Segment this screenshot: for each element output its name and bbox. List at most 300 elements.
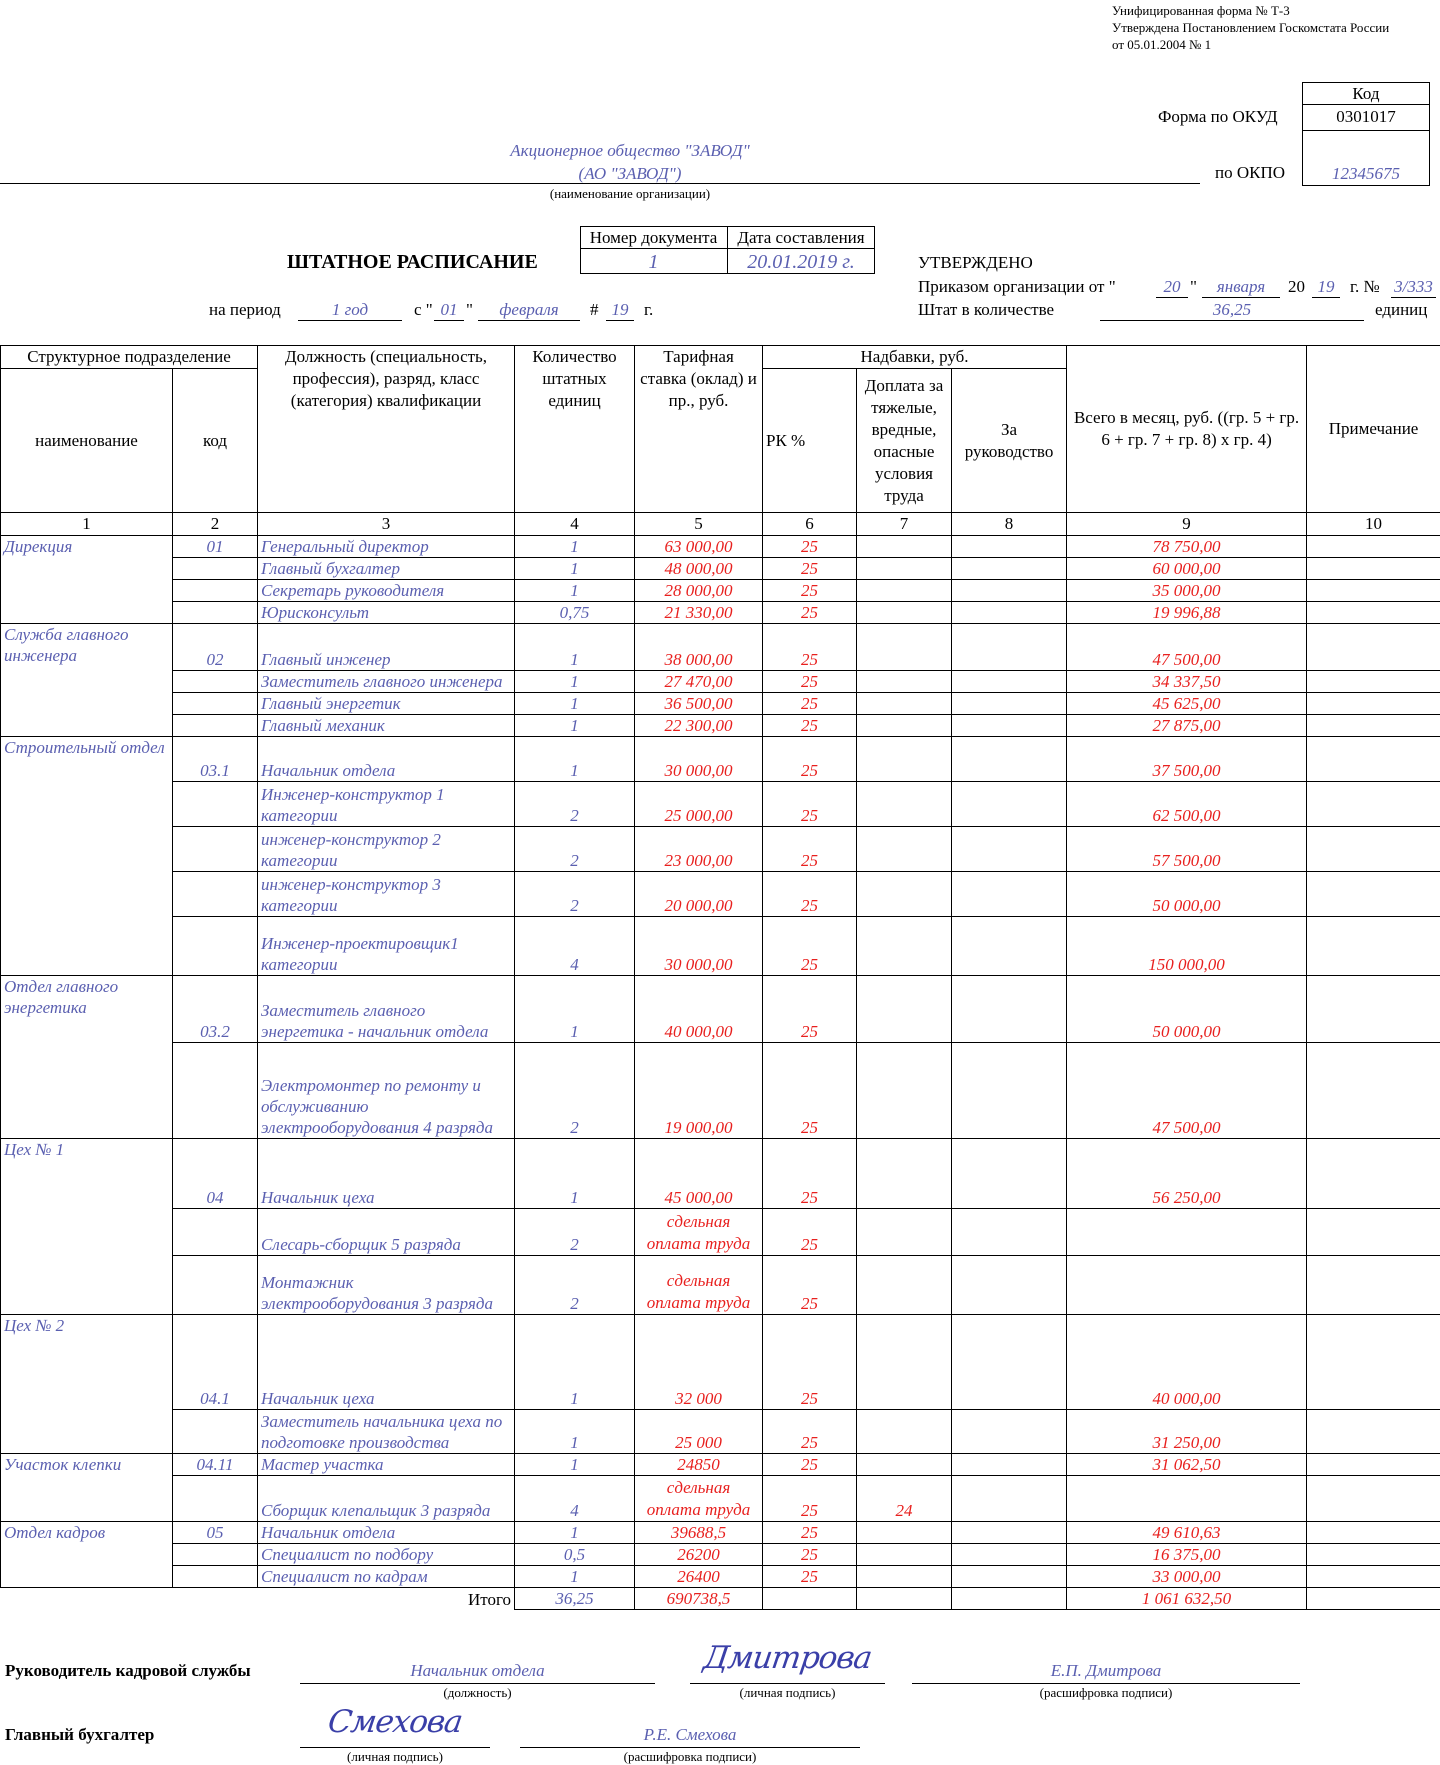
monthly-total: 27 875,00: [1067, 715, 1307, 737]
harmful-allowance: [857, 1566, 952, 1588]
department-name: Участок клепки: [1, 1454, 173, 1522]
table-row: [1, 715, 1440, 737]
rk-percent: 25: [763, 1566, 857, 1588]
tariff-rate: 24850: [635, 1454, 763, 1476]
approved-order-day: 20: [1156, 277, 1188, 297]
monthly-total: 47 500,00: [1067, 624, 1307, 671]
management-allowance: [952, 1209, 1067, 1256]
staff-count: 1: [515, 693, 635, 715]
header-total-month: Всего в месяц, руб. ((гр. 5 + гр. 6 + гр. 7 + гр. 8) х гр. 4): [1067, 346, 1307, 513]
table-row: [1, 693, 1440, 715]
department-code: [173, 827, 258, 872]
harmful-allowance: [857, 558, 952, 580]
management-allowance: [952, 976, 1067, 1043]
okud-value: 0301017: [1302, 107, 1430, 127]
harmful-allowance: [857, 624, 952, 671]
period-label: на период: [209, 300, 281, 320]
monthly-total: 150 000,00: [1067, 917, 1307, 976]
monthly-total: 78 750,00: [1067, 536, 1307, 558]
monthly-total: 50 000,00: [1067, 872, 1307, 917]
staff-count: 1: [515, 580, 635, 602]
rk-percent: 25: [763, 1315, 857, 1410]
department-code: [173, 558, 258, 580]
position-name: Сборщик клепальщик 3 разряда: [258, 1476, 515, 1522]
table-row: [1, 1544, 1440, 1566]
monthly-total: 19 996,88: [1067, 602, 1307, 624]
approved-quote: ": [1190, 277, 1197, 297]
note-cell: [1307, 737, 1440, 782]
harmful-allowance: [857, 1315, 952, 1410]
monthly-total: 33 000,00: [1067, 1566, 1307, 1588]
table-row: [1, 1139, 1440, 1209]
form-header-line1: Унифицированная форма № Т-3: [1112, 2, 1389, 19]
period-year: 19: [606, 300, 634, 320]
staff-count: 4: [515, 1476, 635, 1522]
tariff-rate: сдельная оплата труда: [635, 1476, 763, 1522]
management-allowance: [952, 602, 1067, 624]
department-name: Строительный отдел: [1, 737, 173, 976]
staff-count: 2: [515, 782, 635, 827]
hr-position: Начальник отдела: [300, 1661, 655, 1681]
staff-count: 2: [515, 1209, 635, 1256]
department-code: [173, 1544, 258, 1566]
note-cell: [1307, 1566, 1440, 1588]
tariff-rate: 30 000,00: [635, 917, 763, 976]
approved-number-prefix: г. №: [1350, 277, 1380, 297]
note-cell: [1307, 872, 1440, 917]
rk-percent: 25: [763, 1476, 857, 1522]
tariff-rate: 45 000,00: [635, 1139, 763, 1209]
header-struct-unit: Структурное подразделение: [1, 346, 258, 369]
tariff-rate: 20 000,00: [635, 872, 763, 917]
rk-percent: 25: [763, 558, 857, 580]
department-code: [173, 1043, 258, 1139]
rk-percent: 25: [763, 782, 857, 827]
monthly-total: 57 500,00: [1067, 827, 1307, 872]
header-management: За руководство: [952, 369, 1067, 513]
department-code: 01: [173, 536, 258, 558]
note-cell: [1307, 671, 1440, 693]
management-allowance: [952, 715, 1067, 737]
table-row: [1, 1454, 1440, 1476]
department-code: 04.11: [173, 1454, 258, 1476]
position-name: Генеральный директор: [258, 536, 515, 558]
monthly-total: [1067, 1476, 1307, 1522]
department-code: [173, 872, 258, 917]
period-from-prefix: с ": [414, 300, 433, 320]
note-cell: [1307, 827, 1440, 872]
accountant-signature-caption: (личная подпись): [300, 1749, 490, 1765]
period-quote: ": [466, 300, 473, 320]
note-cell: [1307, 558, 1440, 580]
department-code: 04: [173, 1139, 258, 1209]
hr-signature-caption: (личная подпись): [690, 1685, 885, 1701]
department-code: 02: [173, 624, 258, 671]
column-number: 5: [635, 513, 763, 536]
totals-rate: 690738,5: [635, 1588, 763, 1610]
table-row: [1, 1476, 1440, 1522]
rk-percent: 25: [763, 1139, 857, 1209]
note-cell: [1307, 1544, 1440, 1566]
staff-count: 0,75: [515, 602, 635, 624]
tariff-rate: 39688,5: [635, 1522, 763, 1544]
form-header-line3: от 05.01.2004 № 1: [1112, 36, 1389, 53]
note-cell: [1307, 602, 1440, 624]
position-name: Главный механик: [258, 715, 515, 737]
management-allowance: [952, 1476, 1067, 1522]
header-count: Количество штатных единиц: [515, 346, 635, 513]
approved-order-prefix: Приказом организации от ": [918, 277, 1116, 297]
note-cell: [1307, 693, 1440, 715]
header-harmful: Доплата за тяжелые, вредные, опасные условия труда: [857, 369, 952, 513]
position-name: инженер-конструктор 3 категории: [258, 872, 515, 917]
monthly-total: 45 625,00: [1067, 693, 1307, 715]
management-allowance: [952, 558, 1067, 580]
monthly-total: 34 337,50: [1067, 671, 1307, 693]
totals-row: [1, 1588, 1440, 1610]
rk-percent: 25: [763, 1522, 857, 1544]
department-code: [173, 602, 258, 624]
okpo-label: по ОКПО: [1215, 163, 1285, 183]
date-label: Дата составления: [727, 228, 875, 248]
management-allowance: [952, 1522, 1067, 1544]
management-allowance: [952, 872, 1067, 917]
page-title: ШТАТНОЕ РАСПИСАНИЕ: [287, 251, 538, 274]
harmful-allowance: [857, 671, 952, 693]
position-name: Секретарь руководителя: [258, 580, 515, 602]
period-day: 01: [434, 300, 464, 320]
position-name: Инженер-конструктор 1 категории: [258, 782, 515, 827]
management-allowance: [952, 1256, 1067, 1315]
table-row: [1, 580, 1440, 602]
position-name: Монтажник электрооборудования 3 разряда: [258, 1256, 515, 1315]
header-position: Должность (специальность, профессия), разряд, класс (категория) квалификации: [258, 346, 515, 513]
hr-position-caption: (должность): [300, 1685, 655, 1701]
table-row: [1, 1410, 1440, 1454]
staff-count: 1: [515, 1566, 635, 1588]
form-header-line2: Утверждена Постановлением Госкомстата России: [1112, 19, 1389, 36]
tariff-rate: 27 470,00: [635, 671, 763, 693]
table-row: [1, 1209, 1440, 1256]
position-name: Специалист по подбору: [258, 1544, 515, 1566]
position-name: Заместитель главного инженера: [258, 671, 515, 693]
doc-date: 20.01.2019 г.: [727, 251, 875, 274]
management-allowance: [952, 737, 1067, 782]
table-row: [1, 602, 1440, 624]
staff-count: 1: [515, 624, 635, 671]
header-code: код: [173, 369, 258, 513]
management-allowance: [952, 536, 1067, 558]
harmful-allowance: [857, 1256, 952, 1315]
column-number: 7: [857, 513, 952, 536]
tariff-rate: сдельная оплата труда: [635, 1209, 763, 1256]
rk-percent: 25: [763, 693, 857, 715]
staffing-table: [0, 345, 1440, 1610]
management-allowance: [952, 580, 1067, 602]
harmful-allowance: [857, 1454, 952, 1476]
department-name: Дирекция: [1, 536, 173, 624]
period-month: февраля: [478, 300, 580, 320]
harmful-allowance: [857, 715, 952, 737]
totals-count: 36,25: [515, 1588, 635, 1610]
position-name: Начальник цеха: [258, 1315, 515, 1410]
staff-count: 1: [515, 558, 635, 580]
tariff-rate: 26400: [635, 1566, 763, 1588]
management-allowance: [952, 1544, 1067, 1566]
note-cell: [1307, 782, 1440, 827]
harmful-allowance: [857, 1043, 952, 1139]
position-name: Специалист по кадрам: [258, 1566, 515, 1588]
department-name: Отдел кадров: [1, 1522, 173, 1588]
monthly-total: 37 500,00: [1067, 737, 1307, 782]
column-number: 4: [515, 513, 635, 536]
okpo-value: 12345675: [1302, 164, 1430, 184]
column-number: 1: [1, 513, 173, 536]
department-code: 04.1: [173, 1315, 258, 1410]
harmful-allowance: [857, 917, 952, 976]
monthly-total: 31 062,50: [1067, 1454, 1307, 1476]
doc-number: 1: [580, 251, 727, 274]
rk-percent: 25: [763, 827, 857, 872]
header-name: наименование: [1, 369, 173, 513]
staff-count: 1: [515, 536, 635, 558]
chief-accountant-label: Главный бухгалтер: [5, 1725, 154, 1745]
column-number: 10: [1307, 513, 1440, 536]
position-name: Слесарь-сборщик 5 разряда: [258, 1209, 515, 1256]
staff-count: 2: [515, 827, 635, 872]
column-number: 3: [258, 513, 515, 536]
position-name: Главный энергетик: [258, 693, 515, 715]
note-cell: [1307, 1476, 1440, 1522]
harmful-allowance: [857, 1522, 952, 1544]
position-name: Заместитель главного энергетика - начальник отдела: [258, 976, 515, 1043]
note-cell: [1307, 1522, 1440, 1544]
table-row: [1, 1315, 1440, 1410]
header-allowances: Надбавки, руб.: [763, 346, 1067, 369]
harmful-allowance: [857, 1410, 952, 1454]
rk-percent: 25: [763, 917, 857, 976]
table-row: [1, 737, 1440, 782]
column-number: 8: [952, 513, 1067, 536]
harmful-allowance: [857, 602, 952, 624]
position-name: Главный инженер: [258, 624, 515, 671]
monthly-total: 56 250,00: [1067, 1139, 1307, 1209]
monthly-total: 35 000,00: [1067, 580, 1307, 602]
position-name: Начальник отдела: [258, 1522, 515, 1544]
tariff-rate: 40 000,00: [635, 976, 763, 1043]
staff-count: 1: [515, 1139, 635, 1209]
column-numbers-row: [1, 513, 1440, 536]
note-cell: [1307, 1315, 1440, 1410]
tariff-rate: 32 000: [635, 1315, 763, 1410]
position-name: Юрисконсульт: [258, 602, 515, 624]
position-name: Инженер-проектировщик1 категории: [258, 917, 515, 976]
harmful-allowance: [857, 693, 952, 715]
tariff-rate: 21 330,00: [635, 602, 763, 624]
staff-count: 1: [515, 737, 635, 782]
department-code: [173, 1566, 258, 1588]
department-code: [173, 782, 258, 827]
tariff-rate: 36 500,00: [635, 693, 763, 715]
department-code: 03.2: [173, 976, 258, 1043]
position-name: Начальник отдела: [258, 737, 515, 782]
approved-order-number: 3/333: [1391, 277, 1436, 297]
staff-value: 36,25: [1100, 300, 1364, 320]
rk-percent: 25: [763, 737, 857, 782]
tariff-rate: 28 000,00: [635, 580, 763, 602]
staff-count: 1: [515, 1410, 635, 1454]
staff-count: 1: [515, 976, 635, 1043]
accountant-name: Р.Е. Смехова: [520, 1725, 860, 1745]
approved-order-month: января: [1202, 277, 1280, 297]
position-name: Главный бухгалтер: [258, 558, 515, 580]
staff-count: 1: [515, 671, 635, 693]
rk-percent: 25: [763, 602, 857, 624]
rk-percent: 25: [763, 1256, 857, 1315]
form-header: [1112, 2, 1389, 53]
rk-percent: 25: [763, 715, 857, 737]
department-code: [173, 1209, 258, 1256]
table-row: [1, 624, 1440, 671]
rk-percent: 25: [763, 580, 857, 602]
note-cell: [1307, 1410, 1440, 1454]
column-number: 2: [173, 513, 258, 536]
hr-head-label: Руководитель кадровой службы: [5, 1661, 251, 1681]
rk-percent: 25: [763, 624, 857, 671]
header-note: Примечание: [1307, 346, 1440, 513]
note-cell: [1307, 917, 1440, 976]
tariff-rate: сдельная оплата труда: [635, 1256, 763, 1315]
tariff-rate: 48 000,00: [635, 558, 763, 580]
management-allowance: [952, 782, 1067, 827]
harmful-allowance: [857, 827, 952, 872]
department-name: Цех № 2: [1, 1315, 173, 1454]
table-row: [1, 1522, 1440, 1544]
rk-percent: 25: [763, 1544, 857, 1566]
rk-percent: 25: [763, 1209, 857, 1256]
monthly-total: 49 610,63: [1067, 1522, 1307, 1544]
department-code: [173, 693, 258, 715]
rk-percent: 25: [763, 536, 857, 558]
hr-name-caption: (расшифровка подписи): [912, 1685, 1300, 1701]
okud-label: Форма по ОКУД: [1158, 107, 1278, 127]
harmful-allowance: [857, 782, 952, 827]
department-name: Цех № 1: [1, 1139, 173, 1315]
note-cell: [1307, 976, 1440, 1043]
harmful-allowance: [857, 1209, 952, 1256]
management-allowance: [952, 693, 1067, 715]
harmful-allowance: [857, 1544, 952, 1566]
management-allowance: [952, 1043, 1067, 1139]
table-row: [1, 1256, 1440, 1315]
tariff-rate: 63 000,00: [635, 536, 763, 558]
management-allowance: [952, 827, 1067, 872]
staff-count: 0,5: [515, 1544, 635, 1566]
management-allowance: [952, 1566, 1067, 1588]
tariff-rate: 25 000,00: [635, 782, 763, 827]
rk-percent: 25: [763, 872, 857, 917]
table-row: [1, 917, 1440, 976]
department-name: Служба главного инженера: [1, 624, 173, 737]
period-year-suffix: г.: [644, 300, 653, 320]
rk-percent: 25: [763, 1410, 857, 1454]
tariff-rate: 23 000,00: [635, 827, 763, 872]
department-code: [173, 671, 258, 693]
tariff-rate: 26200: [635, 1544, 763, 1566]
monthly-total: 47 500,00: [1067, 1043, 1307, 1139]
department-name: Отдел главного энергетика: [1, 976, 173, 1139]
harmful-allowance: [857, 737, 952, 782]
period-year-prefix: #: [590, 300, 599, 320]
note-cell: [1307, 715, 1440, 737]
table-row: [1, 976, 1440, 1043]
table-row: [1, 1043, 1440, 1139]
department-code: [173, 580, 258, 602]
code-label: Код: [1302, 84, 1430, 104]
table-row: [1, 536, 1440, 558]
tariff-rate: 22 300,00: [635, 715, 763, 737]
department-code: [173, 917, 258, 976]
doc-number-label: Номер документа: [580, 228, 727, 248]
hr-name: Е.П. Дмитрова: [912, 1661, 1300, 1681]
header-rk: РК %: [763, 369, 857, 513]
accountant-signature: Смехова: [297, 1704, 492, 1740]
organization-name-line2: (АО "ЗАВОД"): [400, 162, 860, 185]
rk-percent: 25: [763, 671, 857, 693]
tariff-rate: 30 000,00: [635, 737, 763, 782]
table-row: [1, 1566, 1440, 1588]
staff-unit: единиц: [1375, 300, 1427, 320]
organization-name-line1: Акционерное общество "ЗАВОД": [400, 139, 860, 162]
harmful-allowance: [857, 1139, 952, 1209]
position-name: Мастер участка: [258, 1454, 515, 1476]
harmful-allowance: [857, 536, 952, 558]
monthly-total: [1067, 1209, 1307, 1256]
staff-count: 1: [515, 715, 635, 737]
note-cell: [1307, 624, 1440, 671]
staff-count: 1: [515, 1454, 635, 1476]
note-cell: [1307, 536, 1440, 558]
staff-count: 2: [515, 1043, 635, 1139]
management-allowance: [952, 917, 1067, 976]
table-row: [1, 782, 1440, 827]
accountant-name-caption: (расшифровка подписи): [520, 1749, 860, 1765]
management-allowance: [952, 1410, 1067, 1454]
table-row: [1, 558, 1440, 580]
table-row: [1, 827, 1440, 872]
monthly-total: 62 500,00: [1067, 782, 1307, 827]
note-cell: [1307, 580, 1440, 602]
note-cell: [1307, 1139, 1440, 1209]
table-row: [1, 671, 1440, 693]
monthly-total: 40 000,00: [1067, 1315, 1307, 1410]
note-cell: [1307, 1454, 1440, 1476]
rk-percent: 25: [763, 1454, 857, 1476]
monthly-total: [1067, 1256, 1307, 1315]
harmful-allowance: [857, 976, 952, 1043]
position-name: Электромонтер по ремонту и обслуживанию электрооборудования 4 разряда: [258, 1043, 515, 1139]
note-cell: [1307, 1256, 1440, 1315]
management-allowance: [952, 1454, 1067, 1476]
staff-count: 2: [515, 1256, 635, 1315]
position-name: Начальник цеха: [258, 1139, 515, 1209]
organization-name: [400, 139, 860, 185]
totals-label: Итого: [258, 1588, 515, 1610]
note-cell: [1307, 1043, 1440, 1139]
header-rate: Тарифная ставка (оклад) и пр., руб.: [635, 346, 763, 513]
management-allowance: [952, 1315, 1067, 1410]
department-code: 05: [173, 1522, 258, 1544]
